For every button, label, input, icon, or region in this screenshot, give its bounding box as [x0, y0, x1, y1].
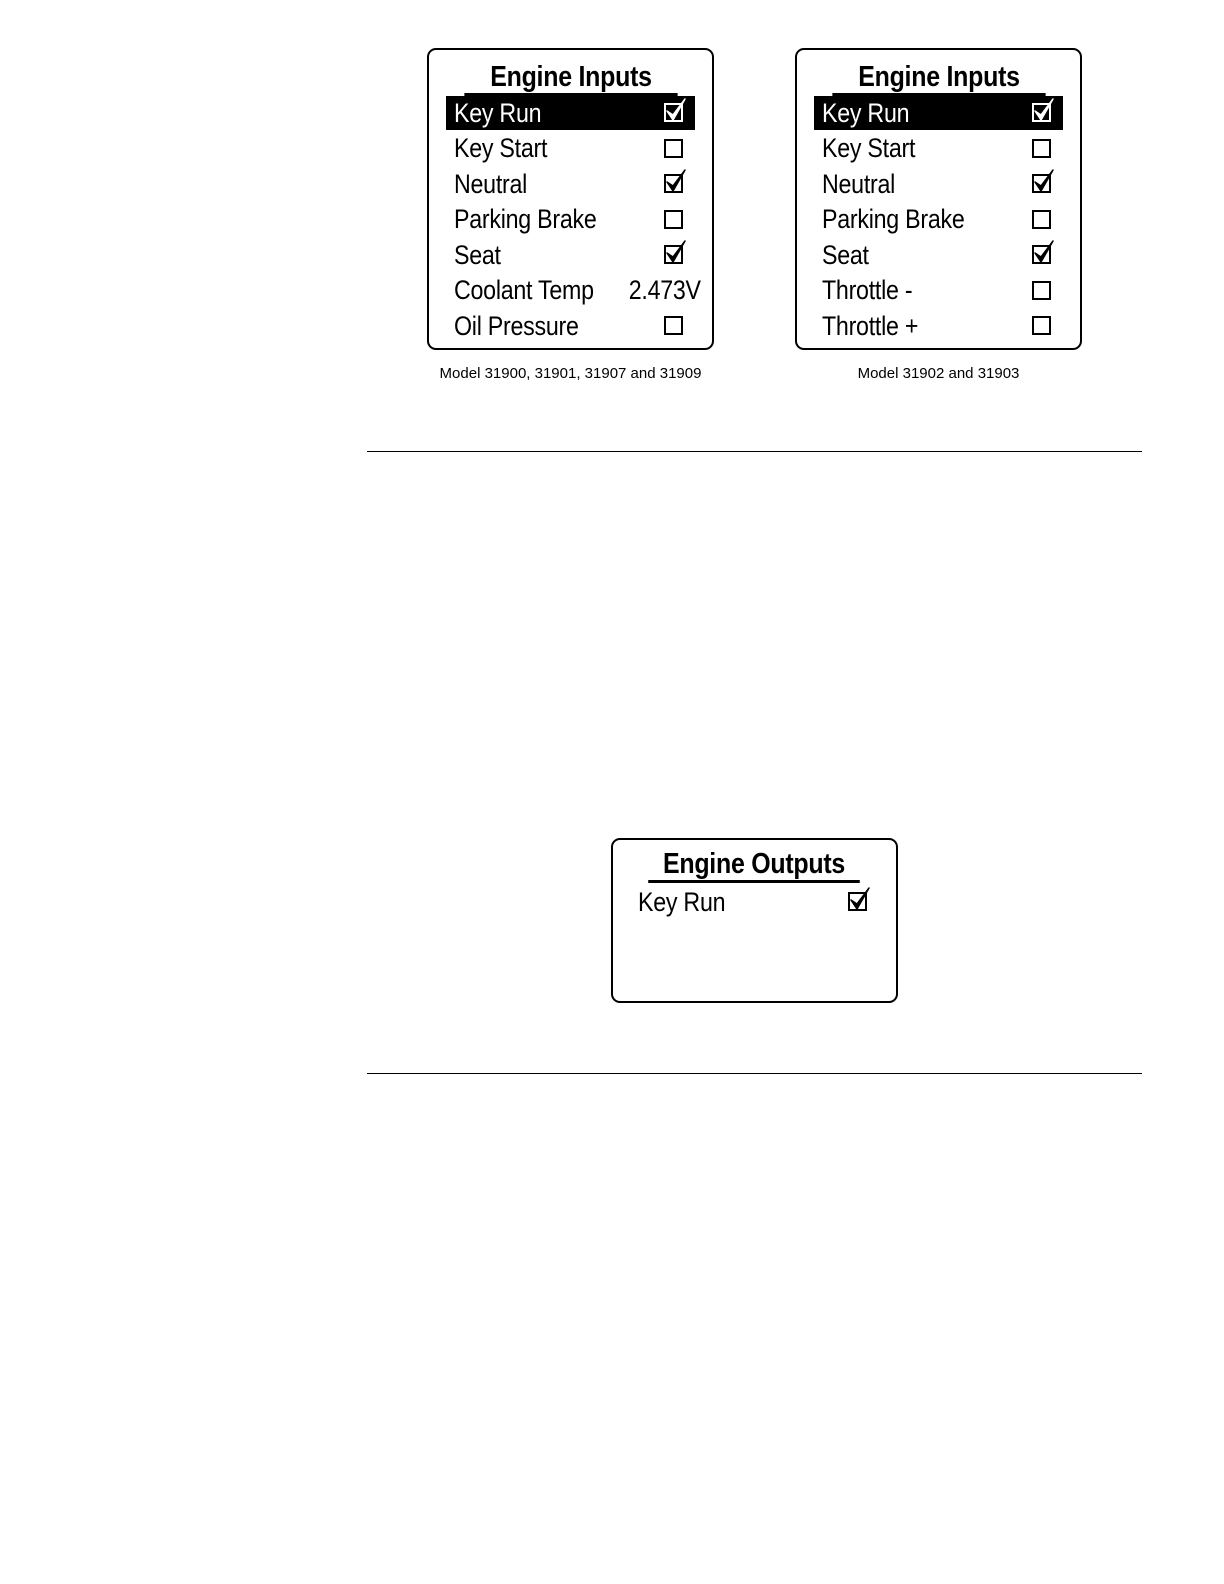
checked-box-icon[interactable]: [663, 243, 689, 267]
checked-box-icon[interactable]: [663, 101, 689, 125]
empty-box-icon[interactable]: [663, 314, 689, 338]
empty-box-icon[interactable]: [1031, 279, 1057, 303]
list-item-label: Oil Pressure: [454, 310, 579, 341]
list-item[interactable]: [814, 132, 1063, 166]
list-item[interactable]: [446, 167, 695, 201]
list-item-label: Neutral: [454, 168, 528, 199]
section-divider: [367, 451, 1142, 452]
list-item[interactable]: [814, 167, 1063, 201]
list-item-label: Key Start: [454, 133, 548, 163]
list-item[interactable]: [446, 238, 695, 272]
panel-title: Engine Inputs: [832, 58, 1045, 96]
section-divider: [367, 1073, 1142, 1074]
engine-inputs-panel-right: [795, 48, 1082, 350]
panel-caption-left: Model 31900, 31901, 31907 and 31909: [439, 365, 702, 382]
list-item-label: Seat: [822, 239, 869, 270]
checked-box-icon[interactable]: [1031, 101, 1057, 125]
list-item[interactable]: [446, 132, 695, 166]
panel-caption-right: Model 31902 and 31903: [857, 365, 1020, 382]
list-item-label: Key Start: [822, 133, 916, 163]
list-item[interactable]: [814, 238, 1063, 272]
list-item[interactable]: [446, 96, 695, 130]
list-item[interactable]: [814, 309, 1063, 343]
checked-box-icon[interactable]: [847, 890, 873, 914]
panel-title: Engine Outputs: [648, 845, 860, 883]
empty-box-icon[interactable]: [663, 137, 689, 161]
list-item[interactable]: [446, 203, 695, 237]
checked-box-icon[interactable]: [1031, 243, 1057, 267]
engine-inputs-panel-left: [427, 48, 714, 350]
list-item-value: 2.473V: [628, 275, 701, 305]
list-item-label: Coolant Temp: [454, 275, 594, 305]
list-item-label: Throttle -: [822, 275, 913, 305]
panel-title: Engine Inputs: [464, 58, 677, 96]
list-item[interactable]: [630, 885, 879, 919]
list-item-label: Throttle +: [822, 310, 919, 341]
list-item[interactable]: [814, 203, 1063, 237]
empty-box-icon[interactable]: [1031, 137, 1057, 161]
list-item[interactable]: [446, 309, 695, 343]
checked-box-icon[interactable]: [663, 172, 689, 196]
list-item-label: Key Run: [822, 97, 910, 128]
empty-box-icon[interactable]: [1031, 314, 1057, 338]
list-item-label: Parking Brake: [454, 204, 597, 234]
list-item-label: Parking Brake: [822, 204, 965, 234]
empty-box-icon[interactable]: [663, 208, 689, 232]
list-item[interactable]: [446, 274, 701, 308]
engine-outputs-panel: [611, 838, 898, 1003]
list-item-label: Neutral: [822, 168, 896, 199]
empty-box-icon[interactable]: [1031, 208, 1057, 232]
list-item-label: Seat: [454, 239, 501, 270]
checked-box-icon[interactable]: [1031, 172, 1057, 196]
list-item-label: Key Run: [454, 97, 542, 128]
list-item[interactable]: [814, 96, 1063, 130]
list-item-label: Key Run: [638, 886, 726, 917]
list-item[interactable]: [814, 274, 1063, 308]
